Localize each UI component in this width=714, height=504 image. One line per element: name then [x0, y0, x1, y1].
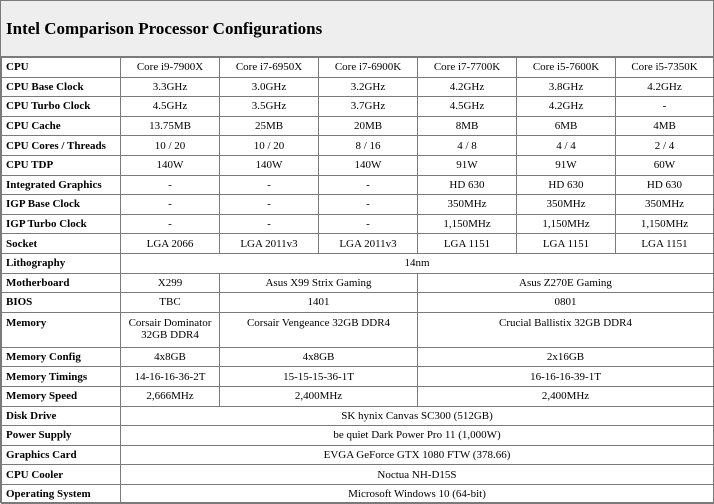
label-memory: Memory: [2, 312, 121, 347]
row-memory-config: [2, 347, 714, 367]
cell-memory-config: 4x8GB: [220, 347, 418, 367]
label-memory-config: Memory Config: [2, 347, 121, 367]
label-lithography: Lithography: [2, 253, 121, 273]
cell-memory-config: 4x8GB: [121, 347, 220, 367]
cell-igp-turbo: 1,150MHz: [517, 214, 616, 234]
label-disk-drive: Disk Drive: [2, 406, 121, 426]
page-title: Intel Comparison Processor Configurations: [6, 18, 323, 38]
cell-cores-threads: 4 / 4: [517, 136, 616, 156]
cell-igpu: HD 630: [517, 175, 616, 195]
label-cpu: CPU: [2, 58, 121, 78]
cell-cache: 25MB: [220, 116, 319, 136]
cell-igp-turbo: 1,150MHz: [418, 214, 517, 234]
label-tdp: CPU TDP: [2, 155, 121, 175]
row-cpu-cooler: [2, 465, 714, 485]
row-memory-timings: [2, 367, 714, 387]
row-cpu: [2, 58, 714, 78]
cell-igp-turbo: -: [121, 214, 220, 234]
cell-igpu: -: [220, 175, 319, 195]
cell-power-supply: be quiet Dark Power Pro 11 (1,000W): [121, 426, 714, 446]
cell-igp-base: 350MHz: [616, 195, 714, 215]
cell-cache: 6MB: [517, 116, 616, 136]
cell-os: Microsoft Windows 10 (64-bit): [121, 484, 714, 504]
cell-igp-base: 350MHz: [418, 195, 517, 215]
cell-cache: 8MB: [418, 116, 517, 136]
cell-igpu: -: [319, 175, 418, 195]
row-bios: [2, 293, 714, 313]
row-power-supply: [2, 426, 714, 446]
cell-base-clock: 4.2GHz: [616, 77, 714, 97]
cell-socket: LGA 1151: [517, 234, 616, 254]
cell-socket: LGA 2011v3: [319, 234, 418, 254]
cell-socket: LGA 1151: [616, 234, 714, 254]
cell-igp-base: -: [319, 195, 418, 215]
cell-igp-turbo: 1,150MHz: [616, 214, 714, 234]
cell-memory-timings: 14-16-16-36-2T: [121, 367, 220, 387]
cell-base-clock: 3.3GHz: [121, 77, 220, 97]
cell-memory-config: 2x16GB: [418, 347, 714, 367]
row-igpu: [2, 175, 714, 195]
label-memory-timings: Memory Timings: [2, 367, 121, 387]
cell-socket: LGA 2066: [121, 234, 220, 254]
cell-memory-timings: 16-16-16-39-1T: [418, 367, 714, 387]
label-igp-turbo: IGP Turbo Clock: [2, 214, 121, 234]
cell-cache: 13.75MB: [121, 116, 220, 136]
label-turbo-clock: CPU Turbo Clock: [2, 97, 121, 117]
cell-turbo-clock: 4.5GHz: [418, 97, 517, 117]
cell-memory: Corsair Vengeance 32GB DDR4: [220, 312, 418, 347]
cell-bios: TBC: [121, 293, 220, 313]
label-motherboard: Motherboard: [2, 273, 121, 293]
cell-disk-drive: SK hynix Canvas SC300 (512GB): [121, 406, 714, 426]
label-base-clock: CPU Base Clock: [2, 77, 121, 97]
label-igp-base: IGP Base Clock: [2, 195, 121, 215]
spec-table: [1, 57, 714, 504]
title-bar: [1, 1, 713, 57]
cell-cpu: Core i5-7350K: [616, 58, 714, 78]
cell-igpu: HD 630: [616, 175, 714, 195]
row-memory-speed: [2, 386, 714, 406]
cell-tdp: 140W: [121, 155, 220, 175]
cell-cores-threads: 10 / 20: [220, 136, 319, 156]
label-cpu-cooler: CPU Cooler: [2, 465, 121, 485]
cell-cache: 20MB: [319, 116, 418, 136]
cell-memory-speed: 2,400MHz: [220, 386, 418, 406]
cell-cpu: Core i7-6900K: [319, 58, 418, 78]
row-memory: [2, 312, 714, 347]
cell-base-clock: 4.2GHz: [418, 77, 517, 97]
cell-tdp: 60W: [616, 155, 714, 175]
row-igp-base: [2, 195, 714, 215]
cell-cores-threads: 10 / 20: [121, 136, 220, 156]
cell-igp-turbo: -: [319, 214, 418, 234]
cell-base-clock: 3.2GHz: [319, 77, 418, 97]
cell-turbo-clock: -: [616, 97, 714, 117]
cell-cpu: Core i7-7700K: [418, 58, 517, 78]
row-motherboard: [2, 273, 714, 293]
cell-memory-speed: 2,666MHz: [121, 386, 220, 406]
cell-motherboard: Asus X99 Strix Gaming: [220, 273, 418, 293]
cell-tdp: 140W: [319, 155, 418, 175]
cell-igp-base: -: [121, 195, 220, 215]
label-cache: CPU Cache: [2, 116, 121, 136]
cell-tdp: 140W: [220, 155, 319, 175]
cell-bios: 1401: [220, 293, 418, 313]
cell-memory: Corsair Dominator 32GB DDR4: [121, 312, 220, 347]
label-power-supply: Power Supply: [2, 426, 121, 446]
cell-turbo-clock: 3.5GHz: [220, 97, 319, 117]
cell-igp-base: 350MHz: [517, 195, 616, 215]
cell-motherboard: X299: [121, 273, 220, 293]
row-graphics-card: [2, 445, 714, 465]
row-os: [2, 484, 714, 504]
cell-cache: 4MB: [616, 116, 714, 136]
row-cache: [2, 116, 714, 136]
cell-memory: Crucial Ballistix 32GB DDR4: [418, 312, 714, 347]
row-lithography: [2, 253, 714, 273]
cell-lithography: 14nm: [121, 253, 714, 273]
label-memory-speed: Memory Speed: [2, 386, 121, 406]
label-cores-threads: CPU Cores / Threads: [2, 136, 121, 156]
label-socket: Socket: [2, 234, 121, 254]
cell-memory-timings: 15-15-15-36-1T: [220, 367, 418, 387]
cell-tdp: 91W: [418, 155, 517, 175]
label-igpu: Integrated Graphics: [2, 175, 121, 195]
cell-cores-threads: 2 / 4: [616, 136, 714, 156]
cell-cpu: Core i5-7600K: [517, 58, 616, 78]
cell-cores-threads: 8 / 16: [319, 136, 418, 156]
cell-bios: 0801: [418, 293, 714, 313]
cell-turbo-clock: 4.2GHz: [517, 97, 616, 117]
cell-cpu: Core i7-6950X: [220, 58, 319, 78]
cell-turbo-clock: 4.5GHz: [121, 97, 220, 117]
row-igp-turbo: [2, 214, 714, 234]
cell-igp-base: -: [220, 195, 319, 215]
row-base-clock: [2, 77, 714, 97]
cell-igp-turbo: -: [220, 214, 319, 234]
label-os: Operating System: [2, 484, 121, 504]
row-tdp: [2, 155, 714, 175]
cell-motherboard: Asus Z270E Gaming: [418, 273, 714, 293]
cell-igpu: -: [121, 175, 220, 195]
row-socket: [2, 234, 714, 254]
cell-cpu: Core i9-7900X: [121, 58, 220, 78]
cell-socket: LGA 2011v3: [220, 234, 319, 254]
cell-turbo-clock: 3.7GHz: [319, 97, 418, 117]
cell-socket: LGA 1151: [418, 234, 517, 254]
row-disk-drive: [2, 406, 714, 426]
cell-cores-threads: 4 / 8: [418, 136, 517, 156]
cell-cpu-cooler: Noctua NH-D15S: [121, 465, 714, 485]
label-graphics-card: Graphics Card: [2, 445, 121, 465]
cell-base-clock: 3.8GHz: [517, 77, 616, 97]
label-bios: BIOS: [2, 293, 121, 313]
cell-tdp: 91W: [517, 155, 616, 175]
row-cores-threads: [2, 136, 714, 156]
cell-base-clock: 3.0GHz: [220, 77, 319, 97]
cell-graphics-card: EVGA GeForce GTX 1080 FTW (378.66): [121, 445, 714, 465]
cell-igpu: HD 630: [418, 175, 517, 195]
row-turbo-clock: [2, 97, 714, 117]
cell-memory-speed: 2,400MHz: [418, 386, 714, 406]
